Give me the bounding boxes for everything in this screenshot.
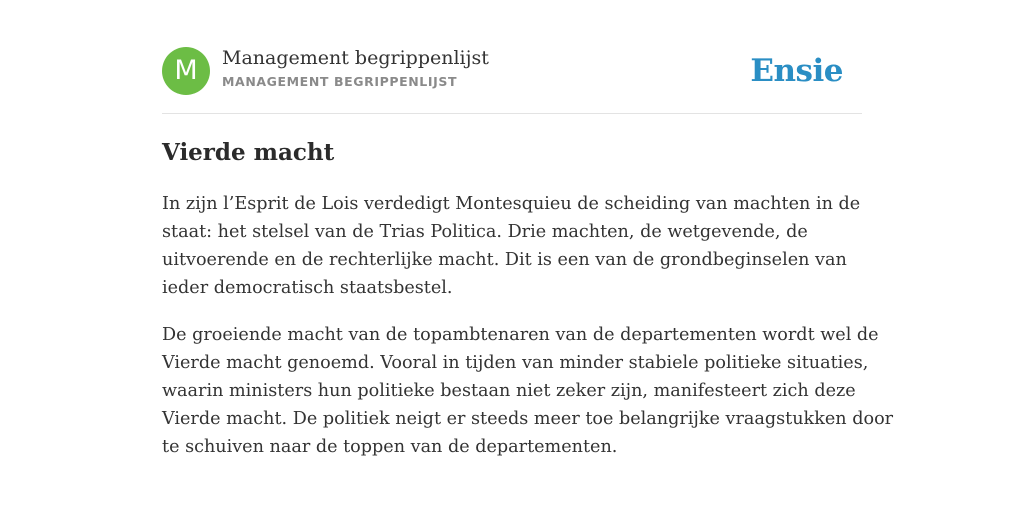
paragraph-line: ieder democratisch staatsbestel. [162,278,453,298]
paragraph-line: uitvoerende en de rechterlijke macht. Dit is een van de grondbeginselen van [162,250,847,270]
article-body [162,190,894,480]
paragraph-line: te schuiven naar de toppen van de departementen. [162,437,618,457]
source-avatar[interactable]: M [162,47,210,95]
paragraph-line: staat: het stelsel van de Trias Politica. Drie machten, de wetgevende, de [162,222,808,242]
header-divider [162,113,862,114]
source-header [162,46,862,96]
term-title: Vierde macht [162,139,335,166]
paragraph-line: In zijn l’Esprit de Lois verdedigt Montesquieu de scheiding van machten in de [162,194,861,214]
ensie-logo[interactable]: Ensie [750,53,843,89]
paragraph-line: Vierde macht genoemd. Vooral in tijden van minder stabiele politieke situaties, [162,353,869,373]
paragraph-line: Vierde macht. De politiek neigt er steeds meer toe belangrijke vraagstukken door [162,409,894,429]
paragraph-line: De groeiende macht van de topambtenaren van de departementen wordt wel de [162,325,879,345]
source-title-link[interactable]: Management begrippenlijst [222,47,489,69]
source-subtitle: MANAGEMENT BEGRIPPENLIJST [222,74,458,89]
paragraph-2 [162,321,894,461]
paragraph-1 [162,190,866,302]
paragraph-line: waarin ministers hun politieke bestaan niet zeker zijn, manifesteert zich deze [162,381,856,401]
